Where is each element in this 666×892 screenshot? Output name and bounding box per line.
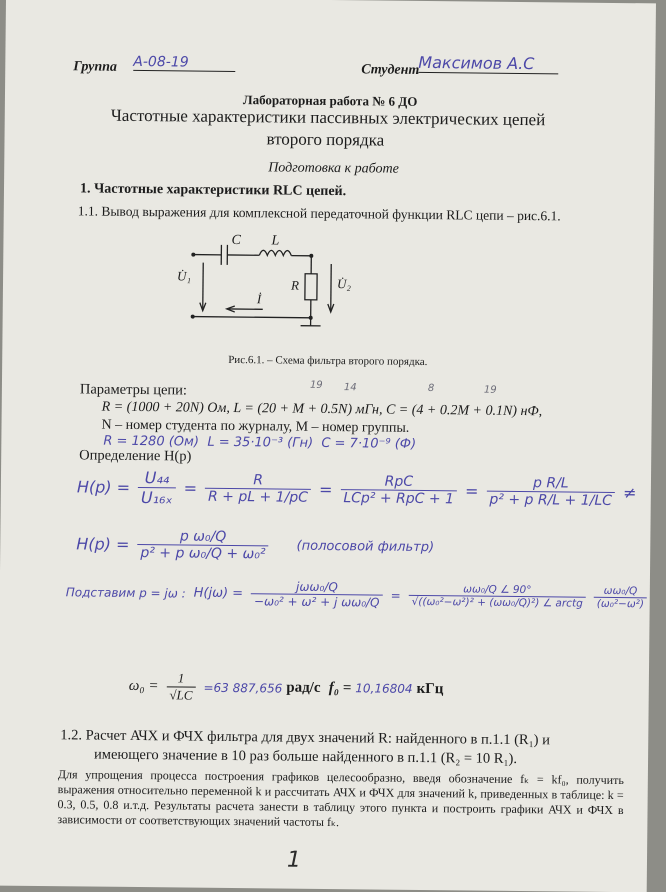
section-1-2-paragraph: Для упрощения процесса построения графиков целесообразно, введя обозначение fₖ = kf₀, получить выражения относительно переменной k и рассчитать АЧХ и ФЧХ для значений k, приведенных в таблице: k = 0.3, 0.5, 0.8 и.т.д. Результаты расчета занести в таблицу этого пункта и построить графики АЧХ и ФЧХ в зависимости от соответствующих значений частоты fₖ. (57, 767, 624, 833)
f0-symbol: f₀ = (329, 680, 352, 697)
f0-unit: кГц (416, 681, 443, 698)
fraction-den: U₁₆ₓ (138, 488, 176, 507)
fraction (340, 473, 457, 507)
u1-label: U̇₁ (177, 268, 191, 284)
fraction-den: √LC (166, 687, 195, 703)
inductor-label: L (271, 233, 279, 249)
page-title-line2: второго порядка (266, 129, 384, 150)
params-line-1: R = (1000 + 20N) Ом, L = (20 + M + 0.5N) мГн, C = (4 + 0.2M + 0.1N) нФ, (102, 400, 543, 421)
resistor-label: R (291, 278, 299, 294)
fraction-den: (ω₀²−ω²) (594, 598, 647, 611)
fraction (205, 472, 311, 506)
rlc-circuit-diagram (162, 228, 363, 340)
bandpass-form (76, 527, 434, 564)
params-line-2: N – номер студента по журналу, M – номер группы. (101, 418, 409, 437)
page-title: Частотные характеристики пассивных электрических цепей (111, 106, 546, 131)
fraction-den: p² + p ω₀/Q + ω₀² (137, 545, 268, 562)
group-value: А-08-19 (133, 54, 235, 72)
student-value: Максимов А.С (418, 53, 558, 74)
resonance-omega (129, 670, 321, 705)
f0-value: 10,16804 (355, 681, 412, 696)
student-label: Студент (361, 62, 419, 79)
fraction (166, 670, 195, 703)
equals-sign: = (319, 480, 333, 499)
capacitor-label: C (231, 233, 241, 249)
definition-heading: Определение H(p) (79, 447, 191, 465)
page-subtitle: Подготовка к работе (268, 160, 399, 177)
omega-value: =63 887,656 (203, 680, 282, 695)
h1-lhs: H(p) = (77, 477, 130, 497)
fraction (486, 475, 615, 509)
pencil-mark: 19 (310, 380, 323, 391)
pencil-mark: 19 (484, 385, 497, 396)
handwritten-c-value: C = 7·10⁻⁹ (Ф) (321, 436, 416, 452)
pencil-mark: 8 (428, 383, 434, 394)
equals-sign: = (391, 588, 401, 602)
substitution-note: Подставим p = jω : (66, 585, 186, 600)
fraction-num: ωω₀/Q ∠ 90° (409, 583, 586, 598)
fraction-den: LCp² + RpC + 1 (340, 490, 457, 507)
pencil-mark: 14 (344, 382, 357, 393)
fraction (409, 583, 586, 610)
bandpass-note: (полосовой фильтр) (296, 539, 434, 555)
fraction-num: jωω₀/Q (251, 579, 383, 595)
resonance-frequency (329, 680, 444, 698)
omega-symbol: ω₀ = (129, 678, 159, 695)
transfer-function-derivation (77, 467, 637, 512)
section-1-heading: 1. Частотные характеристики RLC цепей. (80, 181, 346, 200)
lab-number: Лабораторная работа № 6 ДО (243, 92, 418, 110)
fraction-den: p² + p R/L + 1/LC (486, 492, 615, 509)
params-heading: Параметры цепи: (80, 381, 187, 399)
group-label: Группа (73, 59, 117, 75)
handwritten-l-value: L = 35·10⁻³ (Гн) (207, 435, 313, 451)
equals-sign: = (184, 478, 198, 497)
fraction-den: −ω₀² + ω² + j ωω₀/Q (251, 594, 383, 609)
fraction (251, 579, 383, 609)
h1-tail: ≠ (623, 483, 637, 502)
fraction (594, 585, 647, 611)
figure-caption: Рис.6.1. – Схема фильтра второго порядка. (228, 354, 427, 368)
fraction (137, 528, 268, 562)
fraction-num: 1 (166, 670, 195, 687)
fraction-den: R + pL + 1/pC (205, 489, 311, 506)
frequency-response-expr (66, 577, 648, 612)
fraction (138, 468, 176, 507)
current-label: İ (257, 291, 262, 307)
h2-lhs: H(p) = (76, 534, 129, 554)
section-1-1-heading: 1.1. Вывод выражения для комплексной передаточной функции RLC цепи – рис.6.1. (78, 203, 561, 224)
section-1-2-heading-line2: имеющего значение в 10 раз больше найденного в п.1.1 (R₂ = 10 R₁). (94, 747, 517, 768)
fraction-num: p R/L (487, 475, 616, 493)
u2-label: U̇₂ (337, 276, 351, 292)
omega-unit: рад/с (286, 680, 320, 697)
fraction-den: √((ω₀²−ω²)² + (ωω₀/Q)²) ∠ arctg (409, 596, 586, 610)
fraction-num: ωω₀/Q (594, 585, 647, 599)
h3-mid: H(jω) = (194, 586, 244, 602)
handwritten-r-value: R = 1280 (Ом) (103, 434, 199, 450)
fraction-num: U₄₄ (138, 468, 176, 488)
fraction-num: RpC (340, 473, 457, 491)
fraction-num: p ω₀/Q (137, 528, 268, 546)
page-number: 1 (287, 848, 301, 873)
fraction-num: R (205, 472, 311, 490)
section-1-2-heading: 1.2. Расчет АЧХ и ФЧХ фильтра для двух значений R: найденного в п.1.1 (R₁) и (60, 727, 550, 749)
equals-sign: = (465, 481, 479, 500)
